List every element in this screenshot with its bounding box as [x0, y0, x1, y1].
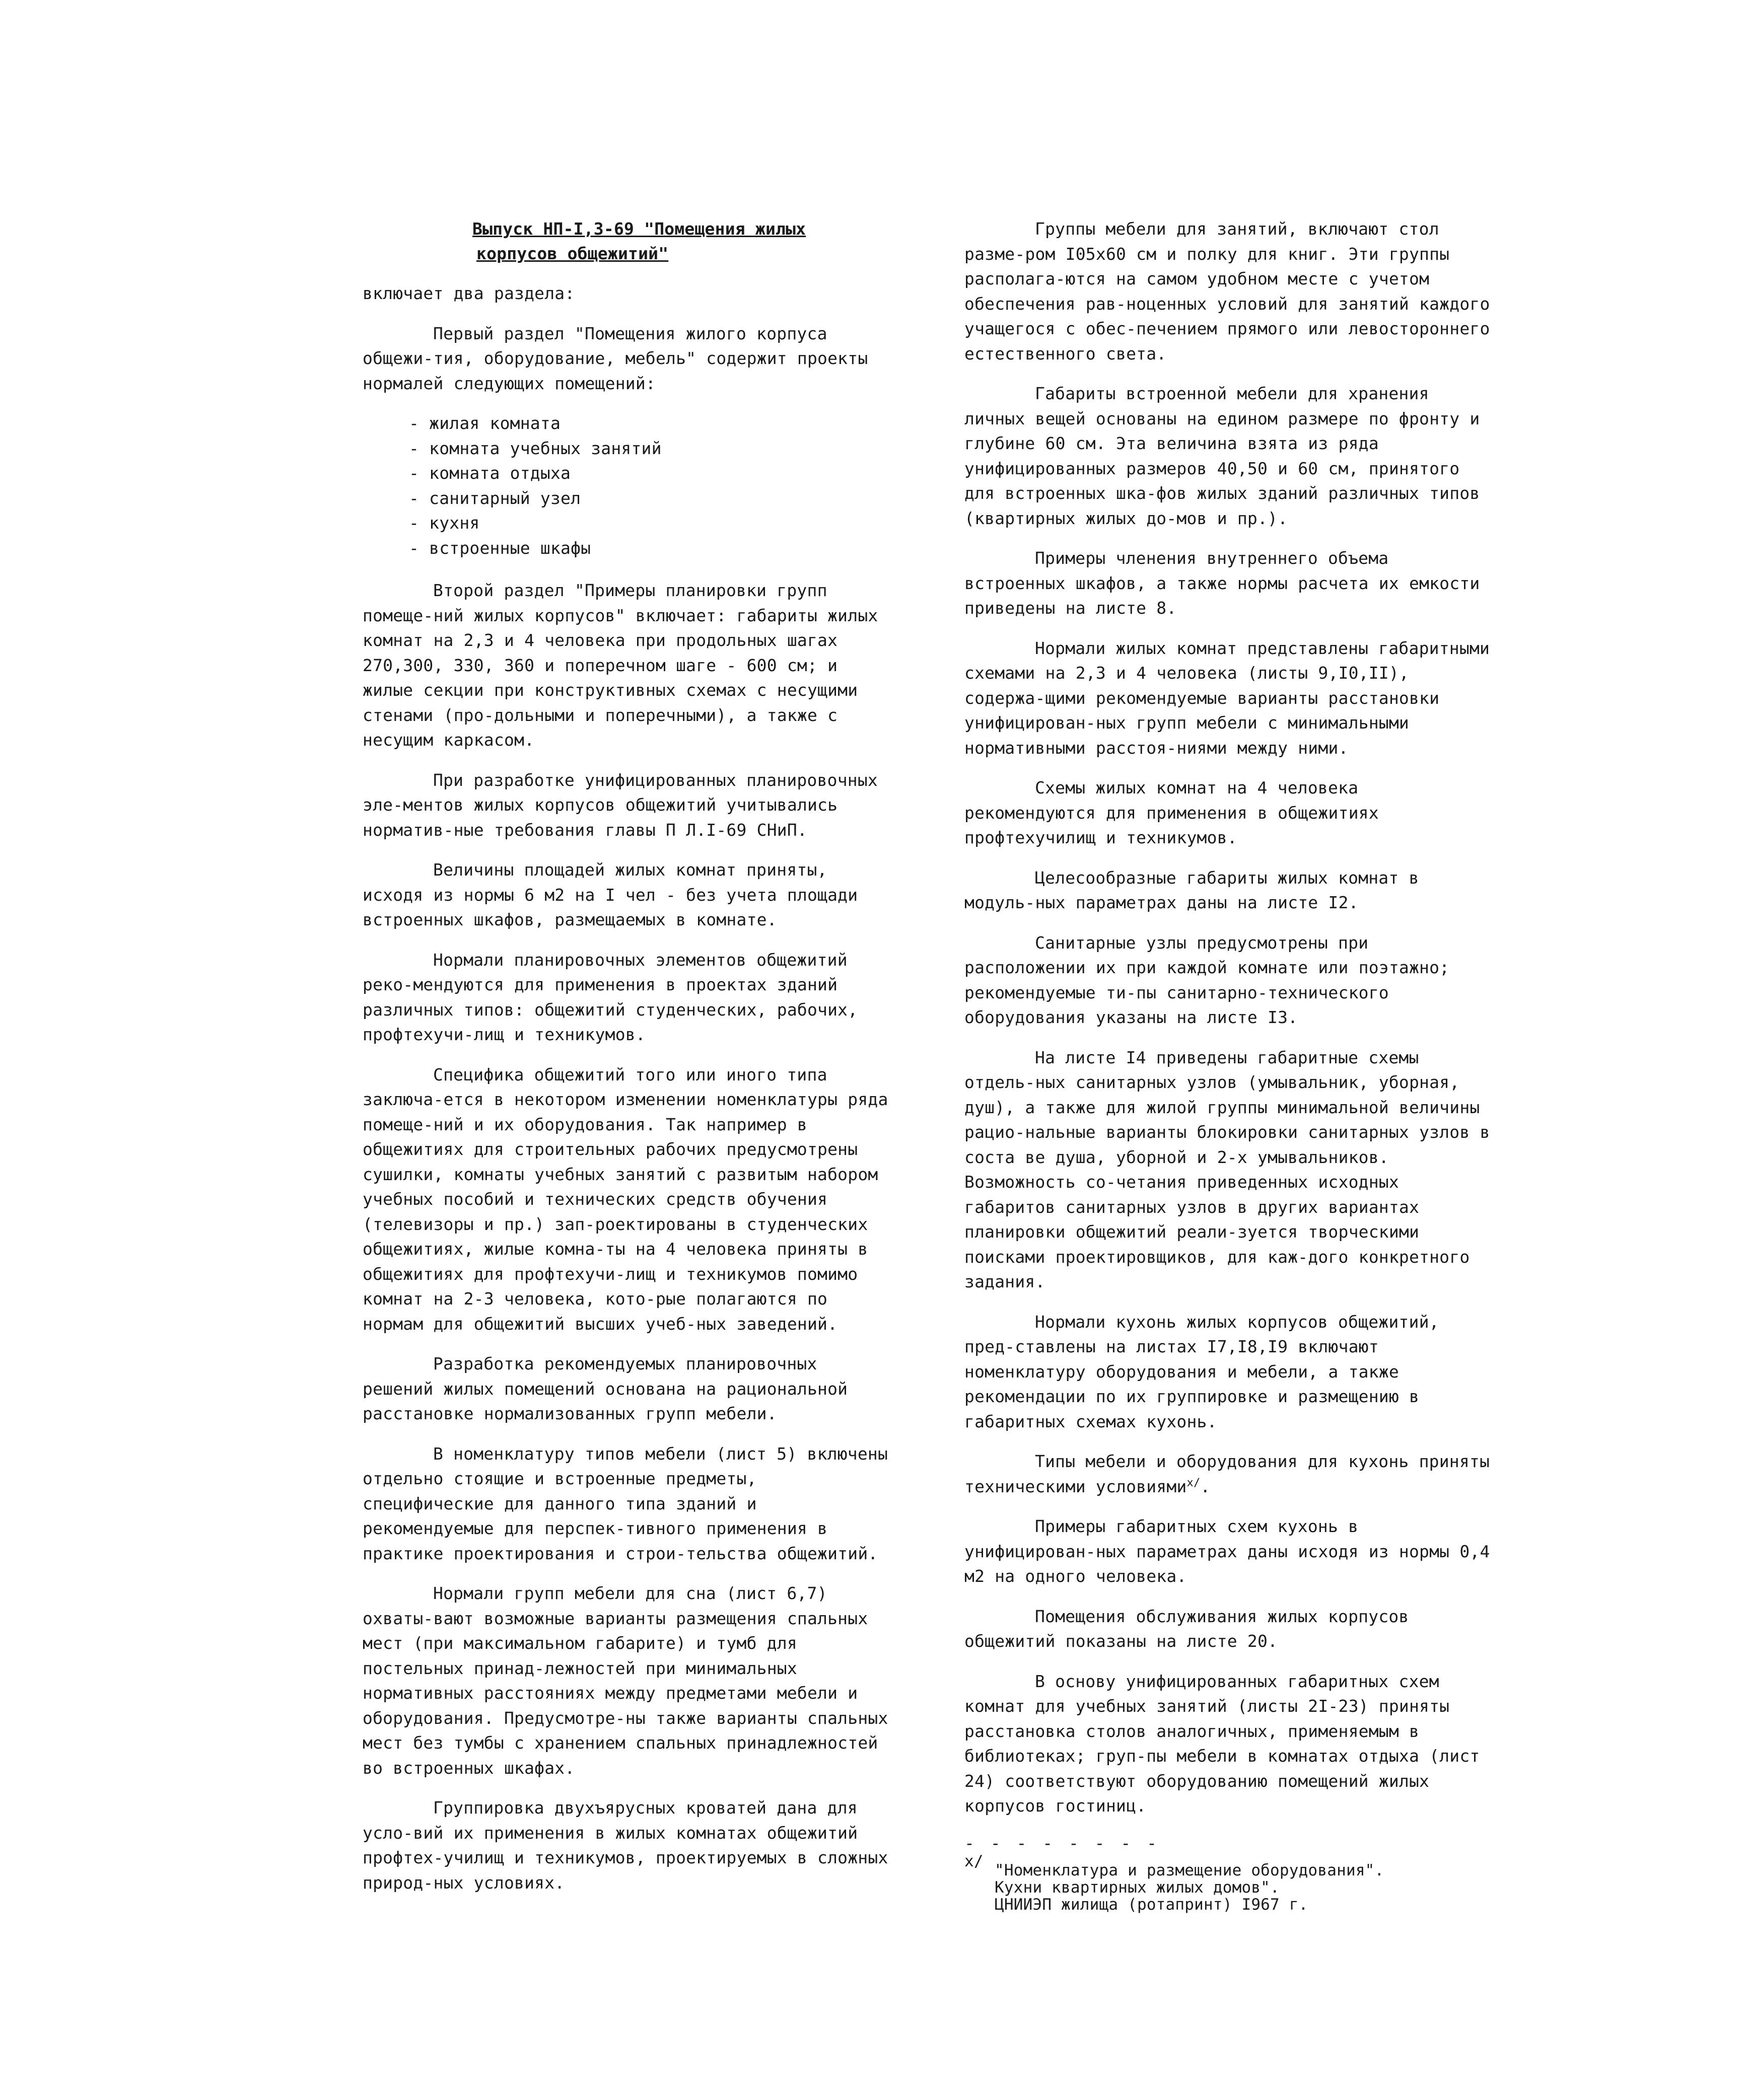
paragraph-with-footnote-ref	[964, 1449, 1491, 1499]
paragraph: Примеры членения внутреннего объема встроенных шкафов, а также нормы расчета их емкости приведены на листе 8.	[964, 548, 1480, 618]
paragraph: При разработке унифицированных планировочных эле-ментов жилых корпусов общежитий учитывались норматив-ные требования главы П Л.I-69 СНиП.	[363, 770, 878, 840]
list-item: - комната отдыха	[409, 463, 571, 483]
left-column	[363, 216, 896, 1910]
paragraph: Нормали жилых комнат представлены габаритными схемами на 2,3 и 4 человека (листы 9,I0,II), содержа-щими рекомендуемые варианты расстановки унифицирован-ных групп мебели с минимальными нормативными расстоя-ниями между ними.	[964, 638, 1490, 758]
paragraph: Группы мебели для занятий, включают стол разме-ром I05x60 см и полку для книг. Эти группы располага-ются на самом удобном месте с учетом обеспечения рав-ноценных условий для занятий каждого учащегося с обес-печением прямого или левостороннего естественного света.	[964, 219, 1490, 364]
paragraph: Габариты встроенной мебели для хранения личных вещей основаны на едином размере по фронту и глубине 60 см. Эта величина взята из ряда унифицированных размеров 40,50 и 60 см, принятого для встроенных шка-фов жилых зданий различных типов (квартирных жилых до-мов и пр.).	[964, 384, 1480, 528]
footnote-separator: - - - - - - - -	[964, 1833, 1160, 1853]
paragraph: В номенклатуру типов мебели (лист 5) включены отдельно стоящие и встроенные предметы, специфические для данного типа зданий и рекомендуемые для перспек-тивного применения в практике проектирования и строи-тельства общежитий.	[363, 1443, 888, 1563]
paragraph: Помещения обслуживания жилых корпусов общежитий показаны на листе 20.	[964, 1606, 1409, 1651]
paragraph: Схемы жилых комнат на 4 человека рекомендуются для применения в общежитиях профтехучилищ и техникумов.	[964, 778, 1379, 847]
paragraph: Второй раздел "Примеры планировки групп помеще-ний жилых корпусов" включает: габариты жилых комнат на 2,3 и 4 человека при продольных шагах 270,300, 330, 360 и поперечном шаге - 600 см; и жилые секции при конструктивных схемах с несущими стенами (про-дольными и поперечными), а также с несущим каркасом.	[363, 581, 878, 750]
list-item: - санитарный узел	[409, 488, 581, 508]
footnote	[964, 1853, 1491, 1913]
intro-line: включает два раздела:	[363, 283, 575, 303]
right-column	[964, 216, 1491, 1913]
paragraph: Санитарные узлы предусмотрены при расположении их при каждой комнате или поэтажно; рекомендуемые ти-пы санитарно-технического оборудования указаны на листе I3.	[964, 932, 1450, 1027]
paragraph: В основу унифицированных габаритных схем комнат для учебных занятий (листы 2I-23) приняты расстановка столов аналогичных, применяемым в библиотеках; груп-пы мебели в комнатах отдыха (лист 24) соответствуют оборудованию помещений жилых корпусов гостиниц.	[964, 1671, 1480, 1816]
document-title	[472, 216, 896, 266]
paragraph-end: .	[1200, 1476, 1211, 1496]
title-line-1: Выпуск НП-I,3-69 "Помещения жилых	[472, 219, 806, 239]
list-item: - кухня	[409, 513, 480, 533]
list-item: - встроенные шкафы	[409, 538, 591, 558]
paragraph: Первый раздел "Помещения жилого корпуса общежи-тия, оборудование, мебель" содержит проекты нормалей следующих помещений:	[363, 323, 868, 393]
footnote-line: Кухни квартирных жилых домов".	[995, 1878, 1280, 1897]
paragraph: Целесообразные габариты жилых комнат в модуль-ных параметрах даны на листе I2.	[964, 867, 1419, 912]
list-item: - жилая комната	[409, 413, 561, 433]
paragraph-text: Типы мебели и оборудования для кухонь приняты техническими условиями	[964, 1452, 1490, 1496]
paragraph: Нормали планировочных элементов общежитий реко-мендуются для применения в проектах зданий различных типов: общежитий студенческих, рабочих, профтехучи-лищ и техникумов.	[363, 950, 858, 1044]
rooms-list	[363, 411, 896, 560]
paragraph: Нормали кухонь жилых корпусов общежитий, пред-ставлены на листах I7,I8,I9 включают номенклатуру оборудования и мебели, а также рекомендации по их группировке и размещению в габаритных схемах кухонь.	[964, 1312, 1439, 1431]
paragraph: Группировка двухъярусных кроватей дана для усло-вий их применения в жилых комнатах общежитий профтех-училищ и техникумов, проектируемых в сложных природ-ных условиях.	[363, 1798, 888, 1893]
footnote-line: "Номенклатура и размещение оборудования".	[995, 1861, 1384, 1879]
footnote-mark: x/	[964, 1852, 984, 1870]
list-item: - комната учебных занятий	[409, 438, 662, 458]
paragraph: Разработка рекомендуемых планировочных решений жилых помещений основана на рациональной расстановке нормализованных групп мебели.	[363, 1354, 848, 1423]
footnote-line: ЦНИИЭП жилища (ротапринт) I967 г.	[995, 1895, 1308, 1914]
paragraph: Специфика общежитий того или иного типа заключа-ется в некотором изменении номенклатуры ряда помеще-ний и их оборудования. Так например в общежитиях для строительных рабочих предусмотрены сушилки, комнаты учебных занятий с развитым набором учебных пособий и технических средств обучения (телевизоры и пр.) зап-роектированы в студенческих общежитиях, жилые комна-ты на 4 человека приняты в общежитиях для профтехучи-лищ и техникумов помимо комнат на 2-3 человека, кото-рые полагаются по нормам для общежитий высших учеб-ных заведений.	[363, 1064, 888, 1334]
paragraph: Нормали групп мебели для сна (лист 6,7) охваты-вают возможные варианты размещения спальных мест (при максимальном габарите) и тумб для постельных принад-лежностей при минимальных нормативных расстояниях между предметами мебели и оборудования. Предусмотре-ны также варианты спальных мест без тумбы с хранением спальных принадлежностей во встроенных шкафах.	[363, 1583, 888, 1778]
title-line-2: корпусов общежитий"	[476, 244, 669, 263]
paragraph: Примеры габаритных схем кухонь в унифицирован-ных параметрах даны исходя из нормы 0,4 м2 на одного человека.	[964, 1516, 1490, 1586]
paragraph: Величины площадей жилых комнат приняты, исходя из нормы 6 м2 на I чел - без учета площади встроенных шкафов, размещаемых в комнате.	[363, 860, 858, 929]
paragraph: На листе I4 приведены габаритные схемы отдель-ных санитарных узлов (умывальник, уборная, душ), а также для жилой группы минимальной величины рацио-нальные варианты блокировки санитарных узлов в соста ве душа, уборной и 2-х умывальников. Возможность со-четания приведенных исходных габаритов санитарных узлов в других вариантах планировки общежитий реали-зуется творческими поисками проектировщиков, для каж-дого конкретного задания.	[964, 1047, 1490, 1291]
footnote-text	[995, 1853, 1384, 1913]
footnote-reference: x/	[1186, 1476, 1201, 1489]
